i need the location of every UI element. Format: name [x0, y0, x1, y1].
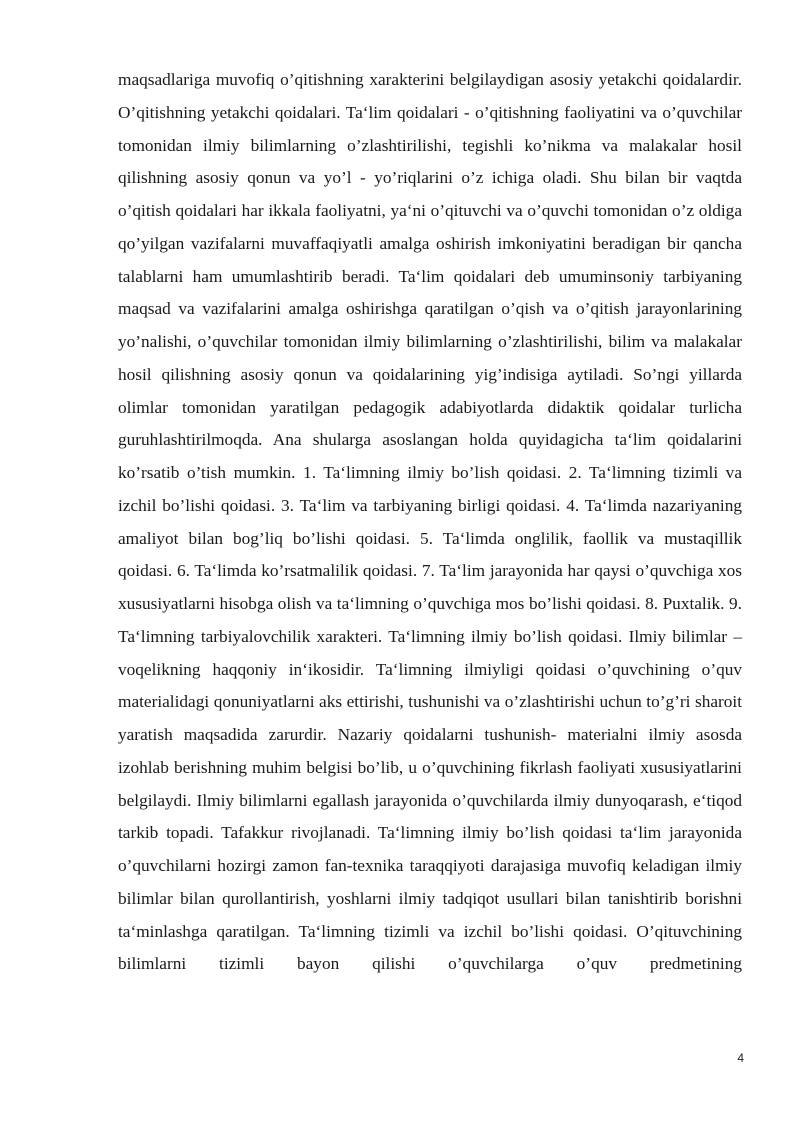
- page-number: 4: [737, 1051, 744, 1065]
- body-paragraph: maqsadlariga muvofiq o’qitishning xarakterini belgilaydigan asosiy yetakchi qoidalardir. O’qitishning yetakchi qoidalari. Ta‘lim qoidalari - o’qitishning faoliyatini va o’quvchilar tomonidan ilmiy bilimlarning o’zlashtirilishi, tegishli ko’nikma va malakalar hosil qilishning asosiy qonun va yo’l - yo’riqlarini o’z ichiga oladi. Shu bilan bir vaqtda o’qitish qoidalari har ikkala faoliyatni, ya‘ni o’qituvchi va o’quvchi tomonidan o’z oldiga qo’yilgan vazifalarni muvaffaqiyatli amalga oshirish imkoniyatini beradigan bir qancha talablarni ham umumlashtirib beradi. Ta‘lim qoidalari deb umuminsoniy tarbiyaning maqsad va vazifalarini amalga oshirishga qaratilgan o’qish va o’qitish jarayonlarining yo’nalishi, o’quvchilar tomonidan ilmiy bilimlarning o’zlashtirilishi, bilim va malakalar hosil qilishning asosiy qonun va qoidalarining yig’indisiga aytiladi. So’ngi yillarda olimlar tomonidan yaratilgan pedagogik adabiyotlarda didaktik qoidalar turlicha guruhlashtirilmoqda. Ana shularga asoslangan holda quyidagicha ta‘lim qoidalarini ko’rsatib o’tish mumkin. 1. Ta‘limning ilmiy bo’lish qoidasi. 2. Ta‘limning tizimli va izchil bo’lishi qoidasi. 3. Ta‘lim va tarbiyaning birligi qoidasi. 4. Ta‘limda nazariyaning amaliyot bilan bog’liq bo’lishi qoidasi. 5. Ta‘limda onglilik, faollik va mustaqillik qoidasi. 6. Ta‘limda ko’rsatmalilik qoidasi. 7. Ta‘lim jarayonida har qaysi o’quvchiga xos xususiyatlarni hisobga olish va ta‘limning o’quvchiga mos bo’lishi qoidasi. 8. Puxtalik. 9. Ta‘limning tarbiyalovchilik xarakteri. Ta‘limning ilmiy bo’lish qoidasi. Ilmiy bilimlar – voqelikning haqqoniy in‘ikosidir. Ta‘limning ilmiyligi qoidasi o’quvchining o’quv materialidagi qonuniyatlarni aks ettirishi, tushunishi va o’zlashtirishi uchun to’g’ri sharoit yaratish maqsadida zarurdir. Nazariy qoidalarni tushunish- materialni ilmiy asosda izohlab berishning muhim belgisi bo’lib, u o’quvchining fikrlash faoliyati xususiyatlarini belgilaydi. Ilmiy bilimlarni egallash jarayonida o’quvchilarda ilmiy dunyoqarash, e‘tiqod tarkib topadi. Tafakkur rivojlanadi. Ta‘limning ilmiy bo’lish qoidasi ta‘lim jarayonida o’quvchilarni hozirgi zamon fan-texnika taraqqiyoti darajasiga muvofiq keladigan ilmiy bilimlar bilan qurollantirish, yoshlarni ilmiy tadqiqot usullari bilan tanishtirib borishni ta‘minlashga qaratilgan. Ta‘limning tizimli va izchil bo’lishi qoidasi. O’qituvchining bilimlarni tizimli bayon qilishi o’quvchilarga o’quv predmetining: [118, 70, 742, 974]
